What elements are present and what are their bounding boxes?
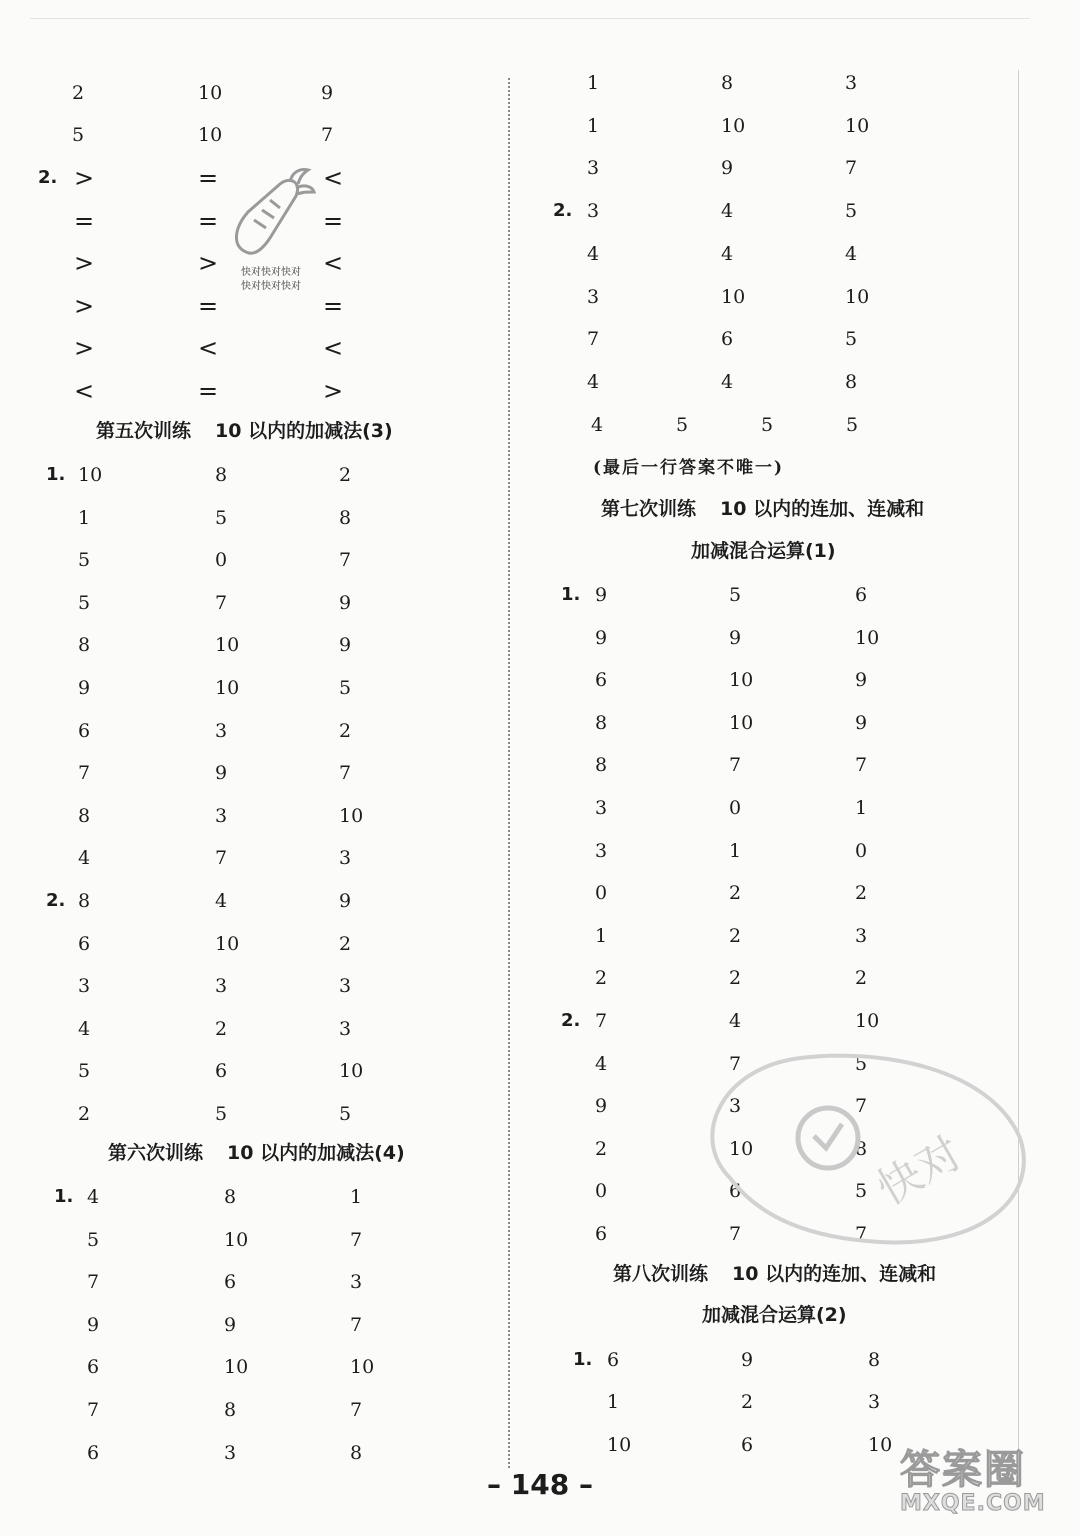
answer-cell: 8 [855,1138,868,1160]
answer-cell: 2 [729,882,742,904]
answer-cell: 7 [350,1314,363,1336]
answer-cell: 6 [78,933,91,955]
answer-cell: 6 [224,1271,237,1293]
answer-cell: 8 [215,464,228,486]
answer-row [515,1343,1080,1377]
answer-cell: 3 [595,797,608,819]
answer-row [0,543,505,577]
answer-row [515,1385,1080,1419]
answer-cell: 10 [729,712,754,734]
answer-cell: 10 [855,627,880,649]
answer-row [0,458,505,492]
answer-cell: 3 [339,975,352,997]
answer-cell: 7 [87,1271,100,1293]
column-divider [508,78,510,1468]
answer-cell: 0 [855,840,868,862]
answer-cell: > [74,334,95,362]
answer-row [0,1265,505,1299]
answer-cell: 5 [845,200,858,222]
four-value-row [515,408,1080,442]
answer-cell: 8 [224,1399,237,1421]
answer-cell: = [198,207,219,235]
answer-cell: 7 [587,328,600,350]
answer-cell: 5 [72,124,85,146]
answer-row [0,799,505,833]
answer-cell: < [323,164,344,192]
answer-cell: 8 [595,754,608,776]
answer-row [515,961,1080,995]
answer-row [515,151,1080,185]
answer-row [0,1097,505,1131]
answer-cell: 4 [721,243,734,265]
answer-cell: 5 [215,507,228,529]
answer-cell: 5 [855,1180,868,1202]
answer-cell: 10 [224,1356,249,1378]
answer-row [0,1308,505,1342]
question-number: 1. [46,464,66,485]
answer-cell: 4 [587,243,600,265]
answer-cell: = [198,377,219,405]
answer-cell: 2 [339,720,352,742]
answer-cell: 5 [339,677,352,699]
answer-cell: 4 [729,1010,742,1032]
answer-cell: 2 [741,1391,754,1413]
answer-cell: 8 [721,72,734,94]
answer-cell: 6 [855,584,868,606]
answer-cell: > [74,249,95,277]
answer-row [0,331,505,365]
answer-cell: 3 [587,200,600,222]
answer-cell: 3 [845,72,858,94]
answer-row [0,586,505,620]
answer-cell: 10 [845,286,870,308]
answer-cell: 2 [855,967,868,989]
answer-row [515,280,1080,314]
section7-title: 第七次训练 [601,498,697,520]
answer-cell: 3 [855,925,868,947]
answer-cell: 7 [350,1229,363,1251]
answer-cell: 8 [224,1186,237,1208]
answer-cell: 1 [587,115,600,137]
answer-cell: 5 [78,549,91,571]
section8-heading [515,1256,1080,1292]
question-number: 2. [561,1010,581,1031]
answer-row [0,76,505,110]
section6-title: 第六次训练 [108,1142,204,1164]
answer-row [0,118,505,152]
answer-row [0,671,505,705]
question-number: 1. [561,584,581,605]
answer-cell: 2 [855,882,868,904]
page-number: – 148 – [487,1468,593,1501]
answer-cell: = [74,207,95,235]
section5-heading [0,413,601,449]
answer-cell: < [198,334,219,362]
four-row-cell: 4 [591,414,604,436]
answer-cell: 5 [855,1053,868,1075]
answer-cell: 9 [224,1314,237,1336]
answer-cell: 2 [72,82,85,104]
seal-stamp [690,1028,1030,1258]
answer-row [0,756,505,790]
answer-cell: 4 [587,371,600,393]
answer-row [515,365,1080,399]
answer-cell: 3 [595,840,608,862]
answer-cell: 10 [868,1434,893,1456]
answer-cell: 7 [87,1399,100,1421]
answer-row [0,1054,505,1088]
answer-cell: 6 [729,1180,742,1202]
answer-cell: 7 [339,762,352,784]
answer-cell: 1 [350,1186,363,1208]
answer-cell: 9 [339,634,352,656]
answer-cell: 10 [607,1434,632,1456]
answer-cell: 6 [721,328,734,350]
answer-row [0,841,505,875]
answer-cell: 3 [78,975,91,997]
answer-cell: 2 [729,925,742,947]
answer-cell: 10 [224,1229,249,1251]
answer-cell: 4 [78,1018,91,1040]
answer-cell: 3 [339,847,352,869]
answer-cell: 9 [855,712,868,734]
answer-cell: 7 [350,1399,363,1421]
answer-row [0,374,505,408]
section5-title: 第五次训练 [96,420,192,442]
answer-cell: 7 [339,549,352,571]
watermark-url: MXQE.COM [900,1491,1046,1516]
answer-cell: 7 [729,1053,742,1075]
answer-cell: 2 [215,1018,228,1040]
answer-cell: 5 [78,1060,91,1082]
answer-row [0,1012,505,1046]
answer-cell: > [198,249,219,277]
answer-cell: 6 [595,1223,608,1245]
answer-cell: 9 [339,890,352,912]
answer-cell: 9 [721,157,734,179]
answer-cell: 7 [855,1095,868,1117]
question-number: 2. [553,200,573,221]
answer-cell: = [198,292,219,320]
answer-cell: 10 [198,124,223,146]
answer-row [515,834,1080,868]
answer-row [0,1350,505,1384]
four-row-cell: 5 [846,414,859,436]
answer-note: (最后一行答案不唯一) [593,458,785,478]
answer-cell: 6 [607,1349,620,1371]
answer-row [0,1223,505,1257]
answer-cell: 2 [339,933,352,955]
answer-cell: 10 [721,115,746,137]
answer-cell: 10 [215,634,240,656]
answer-cell: 8 [78,890,91,912]
answer-cell: 10 [845,115,870,137]
answer-cell: < [323,334,344,362]
answer-cell: 7 [855,1223,868,1245]
answer-cell: 10 [729,669,754,691]
answer-row [515,621,1080,655]
answer-cell: 7 [729,1223,742,1245]
answer-cell: 5 [339,1103,352,1125]
answer-cell: 7 [595,1010,608,1032]
stamp-text-line1: 快对快对快对 [241,267,301,278]
answer-cell: 9 [87,1314,100,1336]
four-row-cell: 5 [676,414,689,436]
question-number: 1. [54,1186,74,1207]
answer-cell: 8 [78,634,91,656]
answer-cell: 0 [729,797,742,819]
answer-cell: 9 [741,1349,754,1371]
answer-cell: 9 [595,1095,608,1117]
answer-cell: 9 [339,592,352,614]
answer-cell: 7 [78,762,91,784]
answer-cell: 3 [729,1095,742,1117]
answer-cell: 4 [595,1053,608,1075]
answer-row [515,66,1080,100]
answer-row [515,706,1080,740]
answer-row [0,1180,505,1214]
answer-cell: 6 [595,669,608,691]
answer-row [515,876,1080,910]
section7-subtitle2-text: 加减混合运算(1) [691,540,836,562]
answer-row [515,109,1080,143]
answer-cell: 6 [87,1442,100,1464]
answer-row [0,501,505,535]
section6-subtitle: 10 以内的加减法(4) [227,1142,405,1164]
answer-cell: 5 [729,584,742,606]
answer-cell: 7 [845,157,858,179]
answer-cell: 9 [729,627,742,649]
answer-cell: 10 [339,1060,364,1082]
answer-cell: 2 [595,967,608,989]
answer-cell: 1 [595,925,608,947]
answer-cell: 2 [78,1103,91,1125]
answer-cell: 4 [78,847,91,869]
answer-row [515,919,1080,953]
question-number: 2. [38,167,58,188]
answer-cell: 3 [339,1018,352,1040]
answer-cell: 10 [215,677,240,699]
answer-cell: 4 [721,200,734,222]
answer-cell: 6 [87,1356,100,1378]
answer-cell: 3 [868,1391,881,1413]
answer-cell: 9 [321,82,334,104]
answer-cell: 7 [215,847,228,869]
answer-cell: 3 [215,975,228,997]
answer-cell: 3 [215,805,228,827]
answer-cell: > [74,292,95,320]
section5-subtitle: 10 以内的加减法(3) [215,420,393,442]
answer-cell: 3 [587,157,600,179]
answer-cell: 8 [78,805,91,827]
answer-cell: 7 [855,754,868,776]
section7-subtitle: 10 以内的连加、连减和 [720,498,925,520]
top-rule [30,18,1030,19]
answer-cell: 7 [215,592,228,614]
answer-cell: 2 [729,967,742,989]
answer-cell: 10 [339,805,364,827]
answer-row [0,884,505,918]
answer-cell: 1 [855,797,868,819]
answer-cell: 1 [78,507,91,529]
section7-subtitle2 [515,533,1080,569]
answer-cell: 6 [741,1434,754,1456]
answer-cell: 5 [78,592,91,614]
answer-cell: 9 [595,584,608,606]
section7-heading [515,491,1080,527]
answer-row [515,578,1080,612]
stamp-text-line2: 快对快对快对 [241,281,301,292]
stamp-text [226,266,316,294]
answer-cell: 8 [339,507,352,529]
seal-text: 快对 [868,1127,971,1216]
answer-cell: 5 [215,1103,228,1125]
answer-cell: 7 [321,124,334,146]
four-row-cell: 5 [761,414,774,436]
answer-row [0,969,505,1003]
answer-cell: 10 [215,933,240,955]
section8-title: 第八次训练 [613,1263,709,1285]
watermark-logo-text: 答案圈 [900,1447,1026,1493]
answer-cell: 4 [215,890,228,912]
answer-cell: 0 [595,1180,608,1202]
answer-cell: 7 [729,754,742,776]
answer-row [515,237,1080,271]
answer-cell: 10 [721,286,746,308]
answer-row [0,714,505,748]
answer-cell: = [323,207,344,235]
answer-cell: 9 [595,627,608,649]
answer-row [515,748,1080,782]
answer-cell: 3 [224,1442,237,1464]
answer-cell: 2 [339,464,352,486]
answer-cell: 2 [595,1138,608,1160]
answer-row [515,194,1080,228]
answer-cell: 0 [595,882,608,904]
answer-cell: 5 [845,328,858,350]
answer-cell: 5 [87,1229,100,1251]
answer-cell: 3 [215,720,228,742]
answer-cell: = [198,164,219,192]
answer-cell: 9 [215,762,228,784]
answer-cell: = [323,292,344,320]
answer-cell: 8 [845,371,858,393]
answer-cell: > [323,377,344,405]
answer-cell: < [74,377,95,405]
answer-cell: 1 [729,840,742,862]
answer-row [0,1393,505,1427]
answer-cell: 10 [78,464,103,486]
answer-cell: 4 [721,371,734,393]
answer-cell: 8 [350,1442,363,1464]
answer-cell: 0 [215,549,228,571]
answer-cell: 9 [78,677,91,699]
answer-row [0,1436,505,1470]
answer-cell: 10 [855,1010,880,1032]
question-number: 1. [573,1349,593,1370]
answer-cell: 4 [87,1186,100,1208]
carrot-icon [226,166,316,266]
answer-cell: 3 [587,286,600,308]
answer-cell: 1 [607,1391,620,1413]
answer-cell: 1 [587,72,600,94]
answer-cell: 8 [595,712,608,734]
answer-cell: > [74,164,95,192]
section8-subtitle: 10 以内的连加、连减和 [732,1263,937,1285]
carrot-stamp [226,166,316,302]
answer-cell: 6 [215,1060,228,1082]
section8-subtitle2 [515,1297,1080,1333]
answer-cell: 8 [868,1349,881,1371]
answer-cell: 10 [729,1138,754,1160]
answer-cell: 9 [855,669,868,691]
answer-cell: 3 [350,1271,363,1293]
answer-row [0,628,505,662]
answer-cell: 4 [845,243,858,265]
question-number: 2. [46,890,66,911]
answer-cell: < [323,249,344,277]
answer-cell: 6 [78,720,91,742]
answer-row [515,791,1080,825]
answer-row [515,322,1080,356]
answer-cell: 10 [350,1356,375,1378]
answer-row [515,663,1080,697]
section8-subtitle2-text: 加减混合运算(2) [702,1304,847,1326]
answer-row [0,927,505,961]
answer-cell: 10 [198,82,223,104]
